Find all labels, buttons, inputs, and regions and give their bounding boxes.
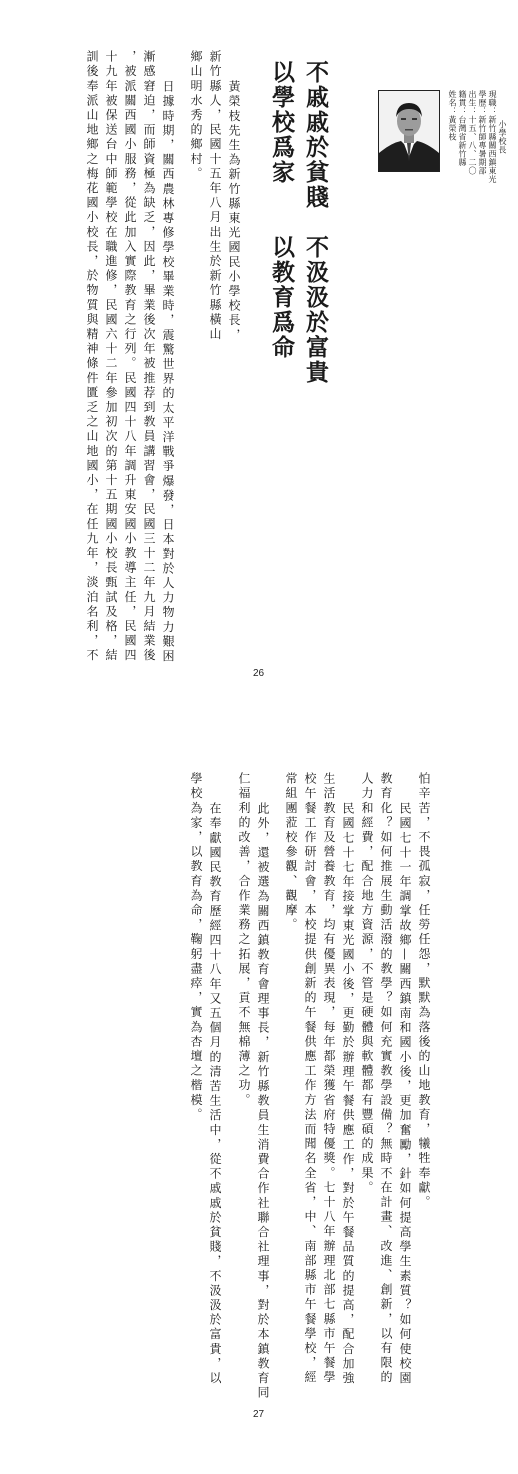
body-col-4: 人力和經費，配合地方資源，不管是硬體與軟體都有豐碩的成果。	[360, 772, 374, 1196]
body-col-12: 學校為家，以教育為命，鞠躬盡瘁，實為杏壇之楷模。	[189, 772, 203, 1123]
page-27	[0, 737, 518, 1474]
body-col-5: 漸感窘迫，而師資極為缺乏，因此，畢業後次年被推荐到教員講習會，民國三十二年九月結業後	[142, 50, 156, 664]
body-col-6: 生活教育及營養教育，均有優異表現，每年都榮獲省府特優獎。七十八年辦理北部七縣市午餐學	[322, 772, 336, 1386]
profile-name: 姓名：黃榮枝	[448, 90, 457, 141]
body-col-11: 在奉獻國民教育歷經四十八年又五個月的清苦生活中，從不戚戚於貧賤，不汲汲於富貴，以	[208, 802, 222, 1386]
body-col-7: 十九年被保送台中師範學校在職進修，民國六十二年參加初次的第十五期國小校長甄試及格，結	[104, 50, 118, 664]
body-col-9: 此外，還被選為關西鎮教育會理事長，新竹縣教員生消費合作社聯合社理事，對於本鎮教育同	[256, 802, 270, 1401]
headline-line-1: 不戚戚於貧賤 不汲汲於富貴	[302, 60, 329, 385]
body-col-8: 常組團蒞校參觀、觀摩。	[284, 772, 298, 933]
body-col-4: 日據時期，關西農林專修學校畢業時，震驚世界的太平洋戰爭爆發，日本對於人力物力艱困	[161, 80, 175, 664]
body-col-7: 校午餐工作研討會，本校提供創新的午餐供應工作方法而聞名全省，中、南部縣市午餐學校，經	[303, 772, 317, 1386]
portrait-photo	[378, 90, 440, 172]
profile-education: 學歷：新竹師專暑期部	[478, 90, 487, 175]
profile-birth: 出生：十五、八、二〇	[468, 90, 477, 175]
body-col-8: 訓後奉派山地鄉之梅花國小校長，於物質與精神條件匱乏之山地國小，在任九年，淡泊名利，不	[85, 50, 99, 664]
body-col-2: 民國七十一年調掌故鄉—關西鎮南和國小後，更加奮勵，針如何提高學生素質？如何使校園	[398, 802, 412, 1386]
profile-position-cont: 小學校長	[498, 120, 507, 154]
profile-origin: 籍貫：台灣省新竹縣	[458, 90, 467, 167]
body-col-5: 民國七十七年接掌東光國小後，更勤於辦理午餐供應工作，對於午餐品質的提高，配合加強	[341, 802, 355, 1386]
page-number: 26	[253, 668, 265, 679]
portrait-icon	[379, 91, 439, 171]
body-col-1: 怕辛苦，不畏孤寂，任勞任怨，默默為落後的山地教育，犧牲奉獻。	[417, 772, 431, 1210]
page-number: 27	[253, 1409, 265, 1420]
body-col-6: ，被派關西國小服務，從此加入實際教育之行列。民國四十八年調升東安國小教導主任，民國四	[123, 50, 137, 664]
profile-position: 現職：新竹縣關西鎮東光	[488, 90, 497, 184]
body-col-10: 仁福利的改善，合作業務之拓展，貢不無棉薄之功。	[237, 772, 251, 1108]
body-col-3: 鄉山明水秀的鄉村。	[189, 50, 203, 182]
body-col-1: 黃榮枝先生為新竹縣東光國民小學校長，	[227, 80, 241, 343]
body-col-3: 教育化？如何推展生動活潑的教學？如何充實教學設備？無時不在計畫、改進、創新，以有限的	[379, 772, 393, 1386]
body-col-2: 新竹縣人，民國十五年八月出生於新竹縣橫山	[208, 50, 222, 342]
headline-line-2: 以學校爲家 以教育爲命	[268, 60, 295, 360]
